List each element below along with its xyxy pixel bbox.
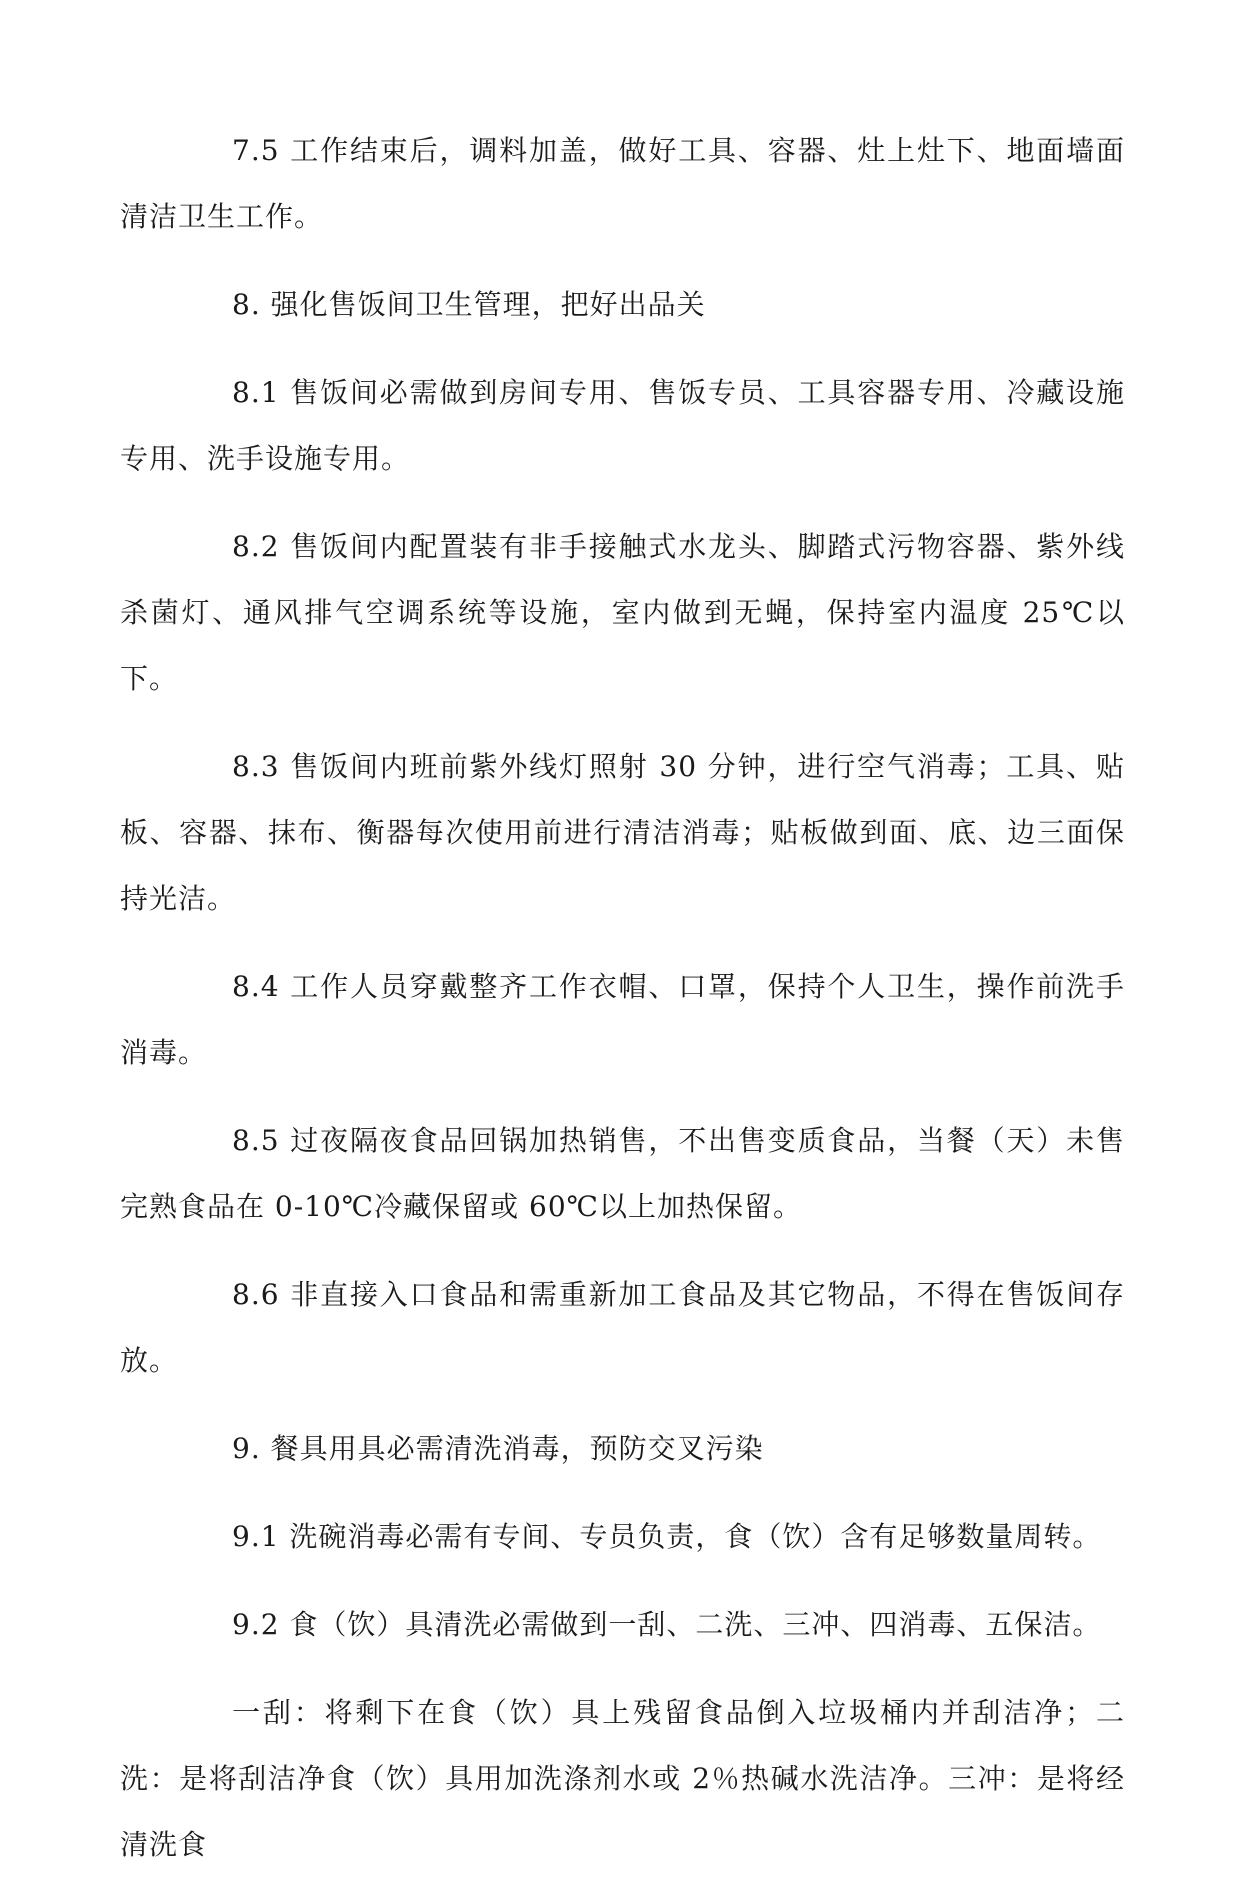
paragraph-8-2: 8.2 售饭间内配置装有非手接触式水龙头、脚踏式污物容器、紫外线杀菌灯、通风排气空调系统等设施，室内做到无蝇，保持室内温度 25℃以下。 [120, 530, 1125, 695]
paragraph-8-4: 8.4 工作人员穿戴整齐工作衣帽、口罩，保持个人卫生，操作前洗手消毒。 [120, 970, 1125, 1069]
heading-9: 9. 餐具用具必需清洗消毒，预防交叉污染 [232, 1432, 764, 1465]
paragraph-8-1: 8.1 售饭间必需做到房间专用、售饭专员、工具容器专用、冷藏设施专用、洗手设施专用。 [120, 376, 1125, 475]
document-body [120, 118, 1125, 1900]
heading-8: 8. 强化售饭间卫生管理，把好出品关 [232, 288, 706, 321]
paragraph-7-5: 7.5 工作结束后，调料加盖，做好工具、容器、灶上灶下、地面墙面清洁卫生工作。 [120, 134, 1125, 233]
paragraph-8-3: 8.3 售饭间内班前紫外线灯照射 30 分钟，进行空气消毒；工具、贴板、容器、抹布、衡器每次使用前进行清洁消毒；贴板做到面、底、边三面保持光洁。 [120, 750, 1125, 915]
paragraph-9-2: 9.2 食（饮）具清洗必需做到一刮、二洗、三冲、四消毒、五保洁。 [232, 1608, 1102, 1641]
paragraph-8-5: 8.5 过夜隔夜食品回锅加热销售，不出售变质食品，当餐（天）未售完熟食品在 0-10℃冷藏保留或 60℃以上加热保留。 [120, 1124, 1125, 1223]
paragraph-steps: 一刮：将剩下在食（饮）具上残留食品倒入垃圾桶内并刮洁净；二洗：是将刮洁净食（饮）具用加洗涤剂水或 2％热碱水洗洁净。三冲：是将经清洗食 [120, 1696, 1125, 1861]
paragraph-9-1: 9.1 洗碗消毒必需有专间、专员负责，食（饮）含有足够数量周转。 [232, 1520, 1102, 1553]
paragraph-8-6: 8.6 非直接入口食品和需重新加工食品及其它物品，不得在售饭间存放。 [120, 1278, 1125, 1377]
